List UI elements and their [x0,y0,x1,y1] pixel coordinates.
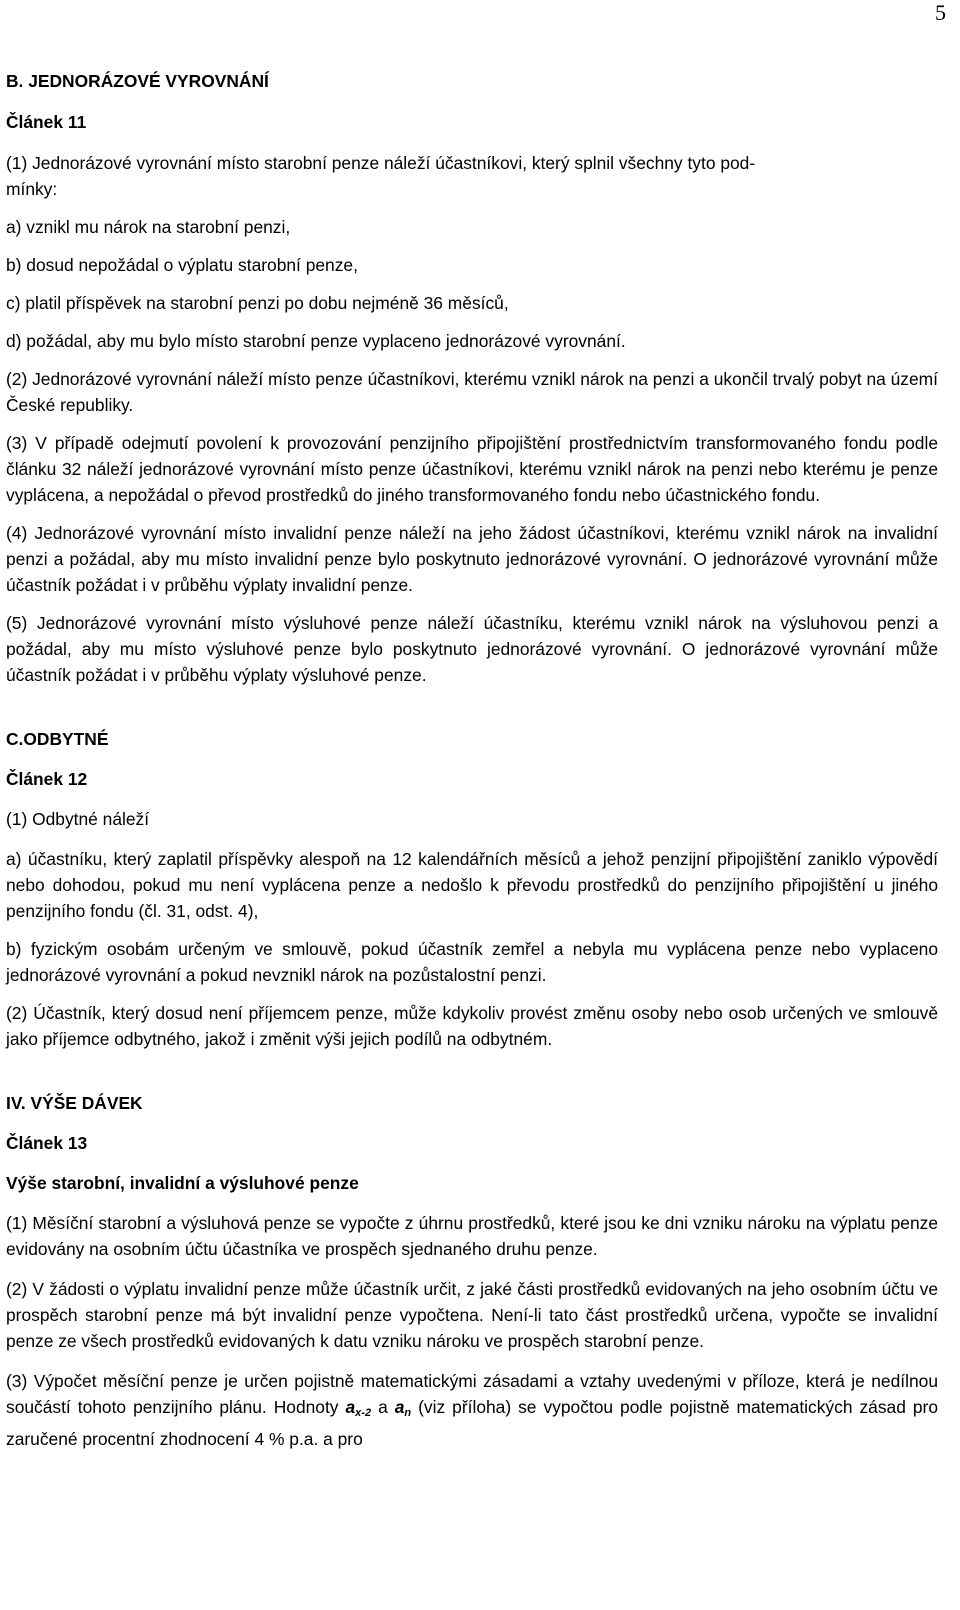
list-item-a: a) vznikl mu nárok na starobní penzi, [6,217,291,237]
article-11-p1-line2: mínky: [6,179,58,199]
article-12-item-b: b) fyzickým osobám určeným ve smlouvě, pokud účastník zemřel a nebyla mu vyplácena penze nebo vyplaceno jednorázové vyrovnání a pokud nevznikl nárok na pozůstalostní penzi. [6,939,938,985]
variable-a-x-subscript: x-2 [355,1407,372,1419]
section-c-heading: C.ODBYTNÉ [6,729,109,749]
variable-a-n-subscript: n [404,1407,412,1419]
article-11-paragraph-4: (4) Jednorázové vyrovnání místo invalidní penze náleží na jeho žádost účastníkovi, kterému vznikl nárok na invalidní penzi a požádal, aby mu místo invalidní penze bylo poskytnuto jednorázové vyrovnání. O jednorázové vyrovnání může účastník požádat i v průběhu výplaty invalidní penze. [6,523,938,595]
document-body [6,68,938,1452]
article-13-paragraph-2: (2) V žádosti o výplatu invalidní penze může účastník určit, z jaké části prostředků evidovaných na jeho osobním účtu ve prospěch starobní penze má být invalidní penze vypočtena. Není-li tato část prostředků určena, vypočte se invalidní penze ze všech prostředků evidovaných k datu vzniku nároku ve prospěch starobní penze. [6,1279,938,1351]
article-13-subheading: Výše starobní, invalidní a výsluhové penze [6,1173,359,1193]
article-11-paragraph-1 [6,150,938,202]
list-item-b: b) dosud nepožádal o výplatu starobní penze, [6,255,358,275]
article-13-title: Článek 13 [6,1133,88,1153]
section-b-heading: B. JEDNORÁZOVÉ VYROVNÁNÍ [6,71,269,91]
article-12-paragraph-1: (1) Odbytné náleží [6,809,150,829]
article-11-p1-line1: (1) Jednorázové vyrovnání místo starobní penze náleží účastníkovi, který splnil všechny tyto pod- [6,153,756,173]
article-11-title: Článek 11 [6,112,87,132]
variable-a-x: a [345,1397,356,1417]
article-11-paragraph-2: (2) Jednorázové vyrovnání náleží místo penze účastníkovi, kterému vznikl nárok na penzi a ukončil trvalý pobyt na území České republiky. [6,369,938,415]
section-iv-heading: IV. VÝŠE DÁVEK [6,1093,143,1113]
article-13-paragraph-3 [6,1368,938,1452]
p3-text-end: (viz příloha) se vypočtou podle pojistně matematických zásad pro zaručené procentní zhodnocení 4 % p.a. a pro [6,1397,938,1449]
article-12-paragraph-2: (2) Účastník, který dosud není příjemcem penze, může kdykoliv provést změnu osoby nebo osob určených ve smlouvě jako příjemce odbytného, jakož i změnit výši jejich podílů na odbytném. [6,1003,938,1049]
article-11-paragraph-5: (5) Jednorázové vyrovnání místo výsluhové penze náleží účastníku, kterému vznikl nárok na výsluhovou penzi a požádal, aby mu místo výsluhové penze bylo poskytnuto jednorázové vyrovnání. O jednorázové vyrovnání může účastník požádat i v průběhu výplaty výsluhové penze. [6,613,938,685]
article-12-item-a: a) účastníku, který zaplatil příspěvky alespoň na 12 kalendářních měsíců a jehož penzijní připojištění zaniklo výpovědí nebo dohodou, pokud mu není vyplácena penze a nedošlo k převodu prostředků do penzijního připojištění u jiného penzijního fondu (čl. 31, odst. 4), [6,849,938,921]
variable-a-n: a [394,1397,405,1417]
article-11-paragraph-3: (3) V případě odejmutí povolení k provozování penzijního připojištění prostřednictvím transformovaného fondu podle článku 32 náleží jednorázové vyrovnání místo penze účastníkovi, kterému vznikl nárok na penzi nebo kterému je penze vyplácena, a nepožádal o převod prostředků do jiného transformovaného fondu nebo účastnického fondu. [6,433,938,505]
p3-text-and: a [371,1397,395,1417]
list-item-d: d) požádal, aby mu bylo místo starobní penze vyplaceno jednorázové vyrovnání. [6,331,626,351]
page-number: 5 [935,0,946,25]
article-12-title: Článek 12 [6,769,88,789]
list-item-c: c) platil příspěvek na starobní penzi po dobu nejméně 36 měsíců, [6,293,509,313]
p3-text-start: (3) Výpočet měsíční penze je určen pojistně matematickými zásadami a vztahy uvedenými v příloze, která je nedílnou součástí tohoto penzijního plánu. Hodnoty [6,1371,938,1417]
article-13-paragraph-1: (1) Měsíční starobní a výsluhová penze se vypočte z úhrnu prostředků, které jsou ke dni vzniku nároku na výplatu penze evidovány na osobním účtu účastníka ve prospěch sjednaného druhu penze. [6,1213,938,1259]
